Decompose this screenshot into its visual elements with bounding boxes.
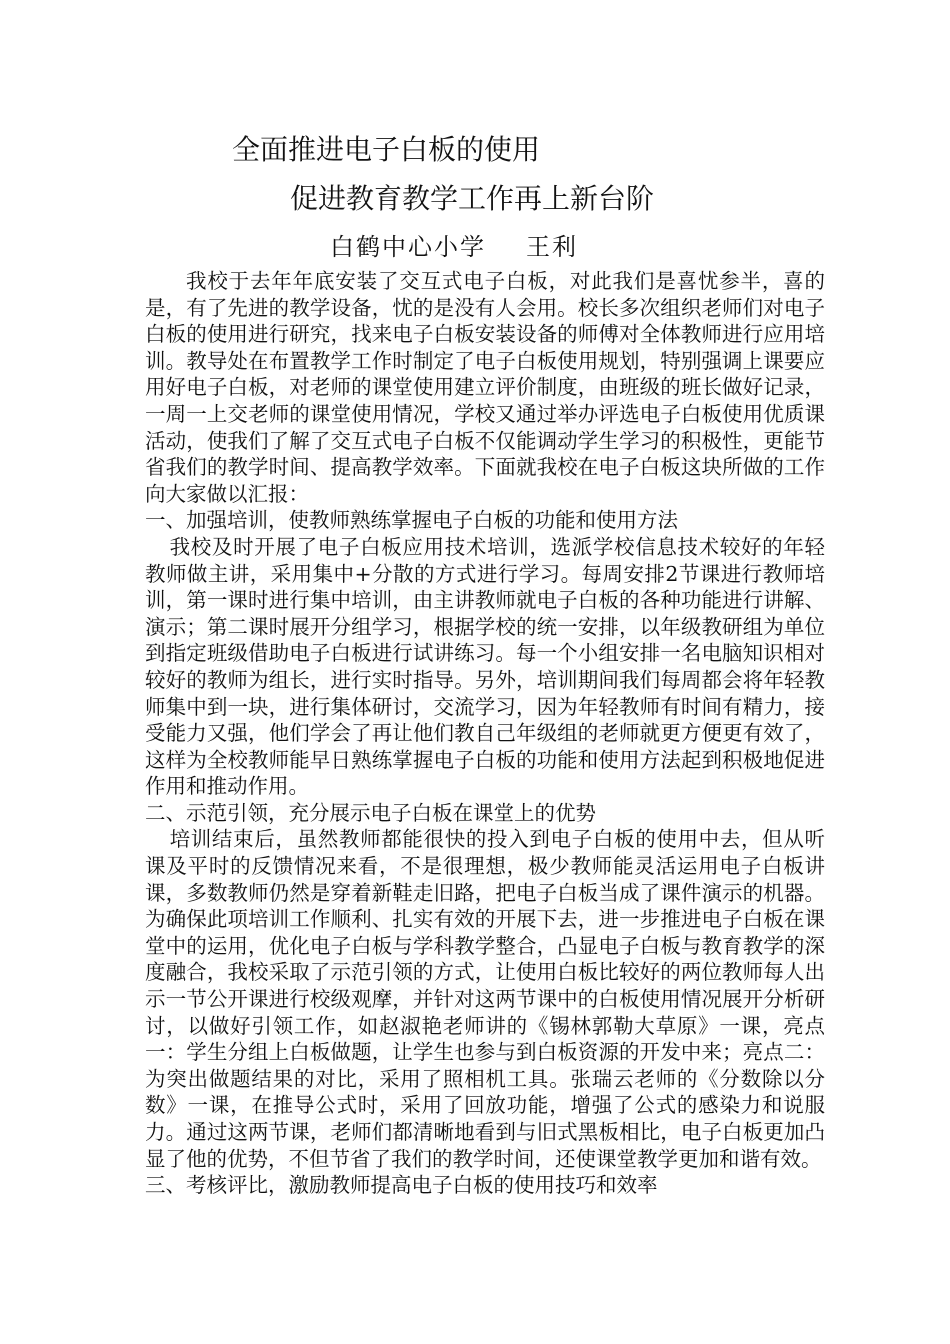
- section-heading: 三、考核评比，激励教师提高电子白板的使用技巧和效率: [145, 1173, 658, 1198]
- document-byline: [330, 229, 578, 265]
- document-title-line1: 全面推进电子白板的使用: [232, 133, 541, 166]
- section-heading: 一、加强培训，使教师熟练掌握电子白板的功能和使用方法: [145, 508, 678, 533]
- school-name: 白鹤中心小学: [330, 233, 486, 261]
- author-name: 王利: [526, 233, 578, 261]
- document-body: [145, 268, 825, 1199]
- intro-paragraph: 我校于去年年底安装了交互式电子白板，对此我们是喜忧参半，喜的是，有了先进的教学设备，忧的是没有人会用。校长多次组织老师们对电子白板的使用进行研究，找来电子白板安装设备的师傅对全体教师进行应用培训。教导处在布置教学工作时制定了电子白板使用规划，特别强调上课要应用好电子白板，对老师的课堂使用建立评价制度，由班级的班长做好记录，一周一上交老师的课堂使用情况，学校又通过举办评选电子白板使用优质课活动，使我们了解了交互式电子白板不仅能调动学生学习的积极性，更能节省我们的教学时间、提高教学效率。下面就我校在电子白板这块所做的工作向大家做以汇报：: [145, 269, 825, 506]
- document-title-line2: 促进教育教学工作再上新台阶: [290, 182, 655, 215]
- section-paragraph: 培训结束后，虽然教师都能很快的投入到电子白板的使用中去，但从听课及平时的反馈情况来看，不是很理想，极少教师能灵活运用电子白板讲课，多数教师仍然是穿着新鞋走旧路，把电子白板当成了课件演示的机器。为确保此项培训工作顺利、扎实有效的开展下去，进一步推进电子白板在课堂中的运用，优化电子白板与学科教学整合，凸显电子白板与教育教学的深度融合，我校采取了示范引领的方式，让使用白板比较好的两位教师每人出示一节公开课进行校级观摩，并针对这两节课中的白板使用情况展开分析研讨，以做好引领工作，如赵淑艳老师讲的《锡林郭勒大草原》一课，亮点一：学生分组上白板做题，让学生也参与到白板资源的开发中来；亮点二：为突出做题结果的对比，采用了照相机工具。张瑞云老师的《分数除以分数》一课，在推导公式时，采用了回放功能，增强了公式的感染力和说服力。通过这两节课，老师们都清晰地看到与旧式黑板相比，电子白板更加凸显了他的优势，不但节省了我们的教学时间，还使课堂教学更加和谐有效。: [145, 827, 825, 1171]
- section-heading: 二、示范引领，充分展示电子白板在课堂上的优势: [145, 800, 596, 825]
- section-paragraph: 我校及时开展了电子白板应用技术培训，选派学校信息技术较好的年轻教师做主讲，采用集中+分散的方式进行学习。每周安排2节课进行教师培训，第一课时进行集中培训，由主讲教师就电子白板的各种功能进行讲解、演示；第二课时展开分组学习，根据学校的统一安排，以年级教研组为单位到指定班级借助电子白板进行试讲练习。每一个小组安排一名电脑知识相对较好的教师为组长，进行实时指导。另外，培训期间我们每周都会将年轻教师集中到一块，进行集体研讨，交流学习，因为年轻教师有时间有精力，接受能力又强，他们学会了再让他们教自己年级组的老师就更方便更有效了，这样为全校教师能早日熟练掌握电子白板的功能和使用方法起到积极地促进作用和推动作用。: [145, 534, 825, 799]
